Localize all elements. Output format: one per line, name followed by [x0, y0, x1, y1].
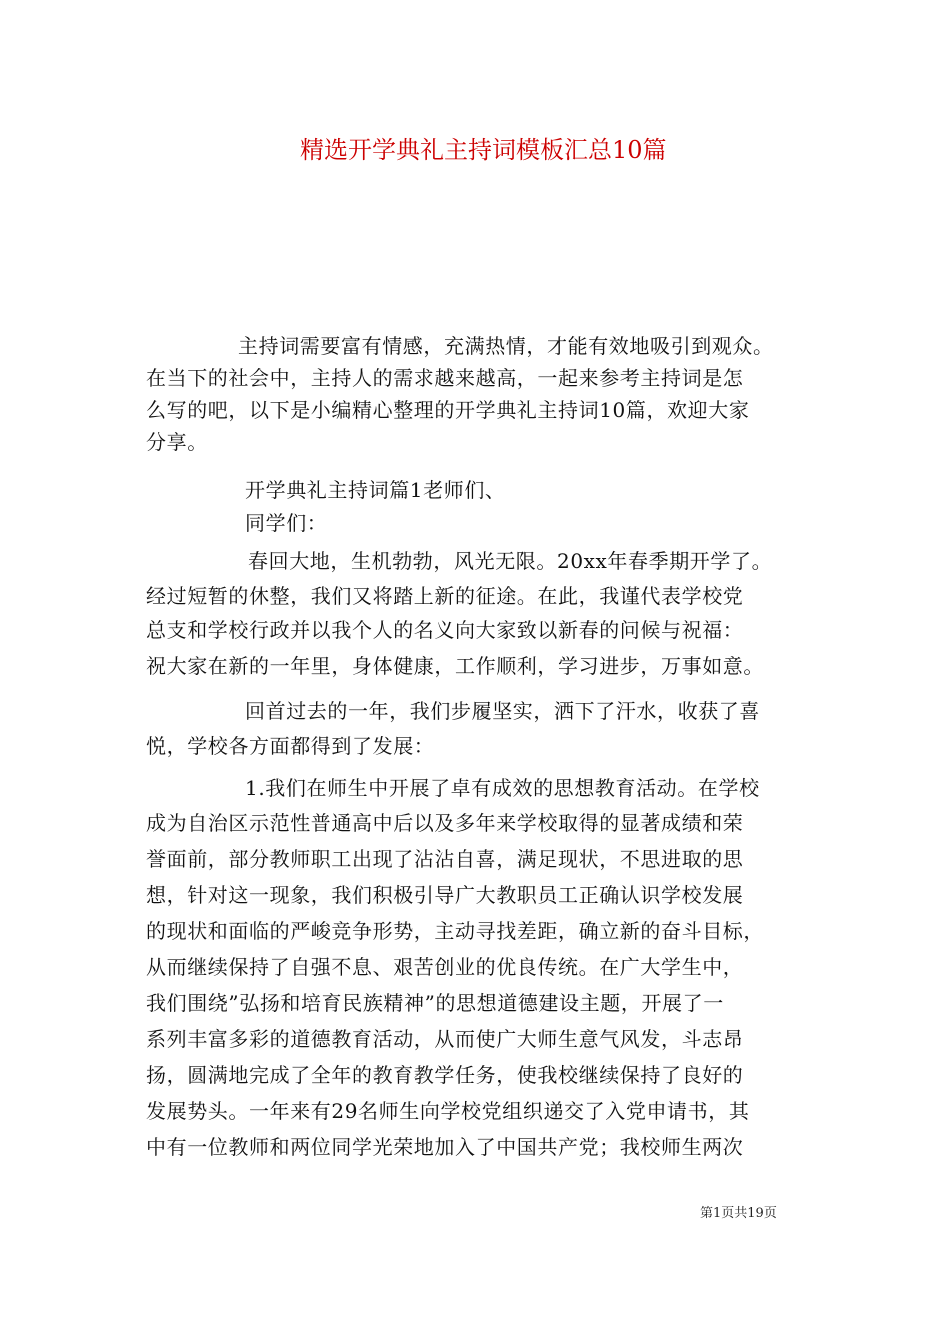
- document-title: 精选开学典礼主持词模板汇总10篇: [300, 136, 667, 164]
- paragraph-line: 分享。: [146, 430, 208, 454]
- paragraph-line: 的现状和面临的严峻竞争形势，主动寻找差距，确立新的奋斗目标，: [146, 919, 764, 943]
- paragraph-line: 想，针对这一现象，我们积极引导广大教职员工正确认识学校发展: [146, 883, 744, 907]
- paragraph-line: 发展势头。一年来有29名师生向学校党组织递交了入党申请书，其: [146, 1099, 750, 1123]
- paragraph-line: 悦，学校各方面都得到了发展：: [146, 734, 435, 758]
- paragraph-line: 誉面前，部分教师职工出现了沾沾自喜，满足现状，不思进取的思: [146, 847, 744, 871]
- paragraph-line: 经过短暂的休整，我们又将踏上新的征途。在此，我谨代表学校党: [146, 584, 744, 608]
- paragraph-line: 我们围绕”弘扬和培育民族精神”的思想道德建设主题，开展了一: [146, 991, 724, 1015]
- paragraph-line: 系列丰富多彩的道德教育活动，从而使广大师生意气风发，斗志昂: [146, 1027, 744, 1051]
- section-heading: 开学典礼主持词篇1老师们、: [245, 478, 506, 502]
- paragraph-line: 中有一位教师和两位同学光荣地加入了中国共产党；我校师生两次: [146, 1135, 744, 1159]
- paragraph-line: 在当下的社会中，主持人的需求越来越高，一起来参考主持词是怎: [146, 366, 744, 390]
- paragraph-line: 祝大家在新的一年里，身体健康，工作顺利，学习进步，万事如意。: [146, 654, 764, 678]
- paragraph-line: 主持词需要富有情感，充满热情，才能有效地吸引到观众。: [238, 334, 774, 358]
- salutation: 同学们：: [245, 511, 328, 535]
- paragraph-line: 成为自治区示范性普通高中后以及多年来学校取得的显著成绩和荣: [146, 811, 744, 835]
- paragraph-line: 从而继续保持了自强不息、艰苦创业的优良传统。在广大学生中，: [146, 955, 744, 979]
- paragraph-line: 春回大地，生机勃勃，风光无限。20xx年春季期开学了。: [248, 549, 773, 573]
- paragraph-line: 总支和学校行政并以我个人的名义向大家致以新春的问候与祝福：: [146, 618, 744, 642]
- paragraph-line: 么写的吧，以下是小编精心整理的开学典礼主持词10篇，欢迎大家: [146, 398, 750, 422]
- page-number: 第1页共19页: [700, 1206, 777, 1221]
- paragraph-line: 1.我们在师生中开展了卓有成效的思想教育活动。在学校: [245, 776, 760, 800]
- paragraph-line: 扬，圆满地完成了全年的教育教学任务，使我校继续保持了良好的: [146, 1063, 744, 1087]
- paragraph-line: 回首过去的一年，我们步履坚实，洒下了汗水，收获了喜: [245, 699, 760, 723]
